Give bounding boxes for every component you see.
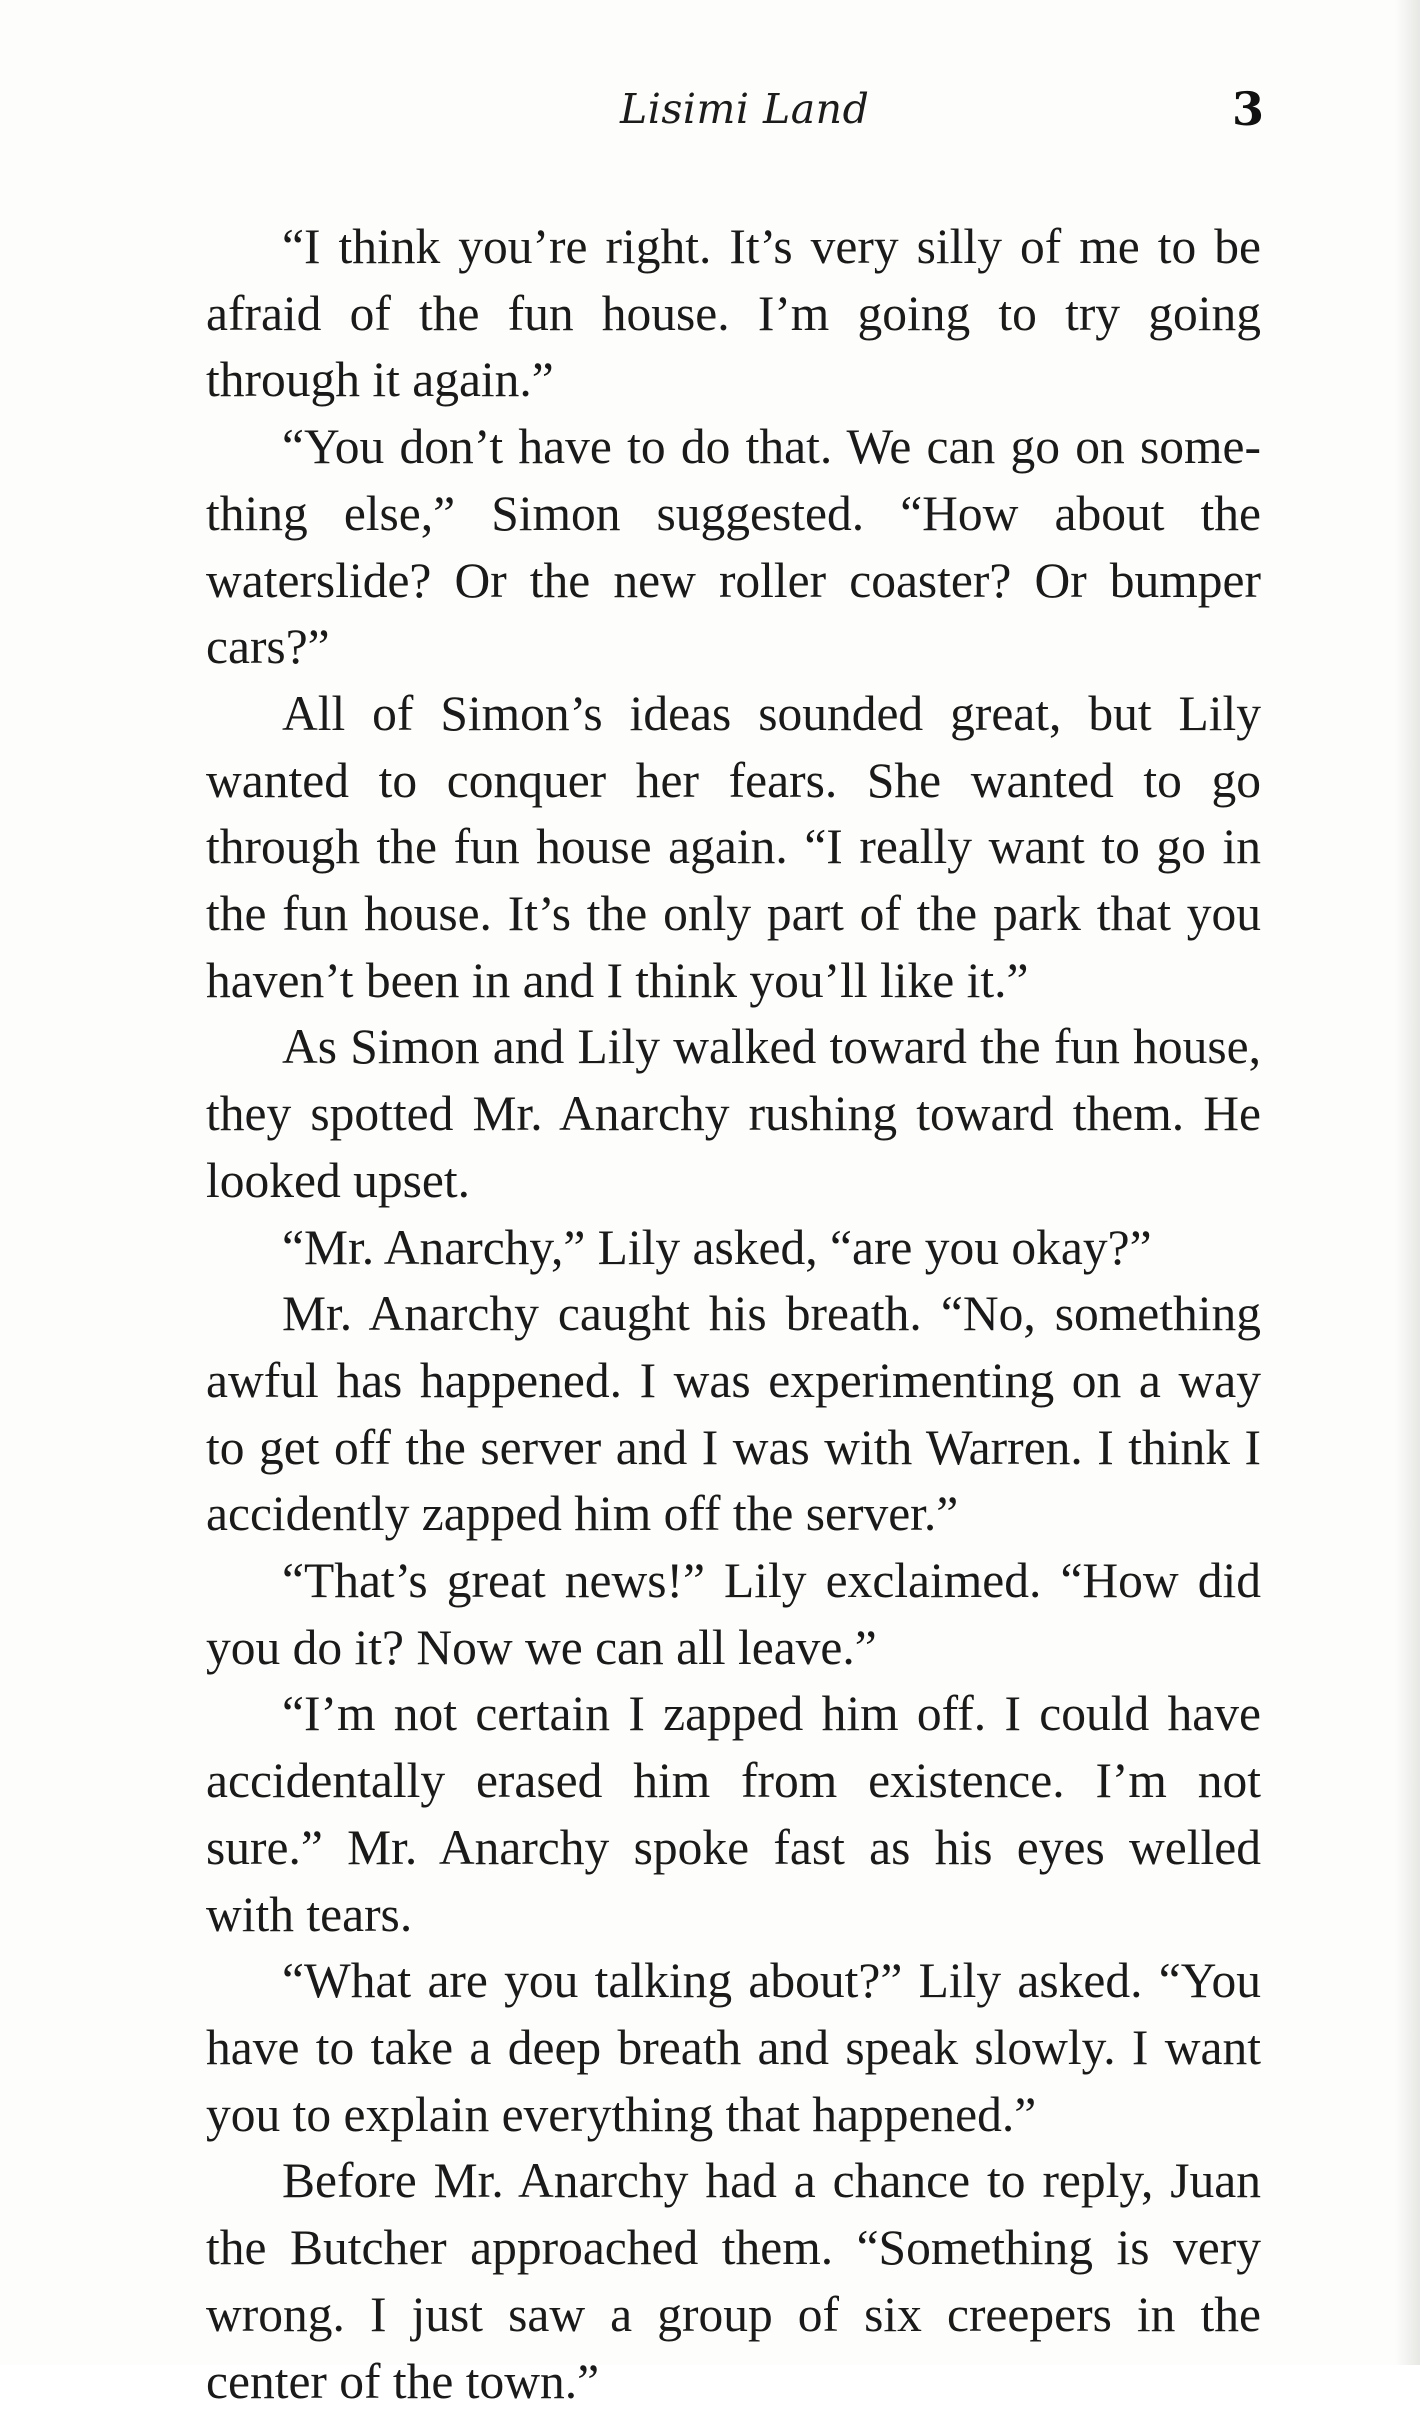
paragraph: “I think you’re right. It’s very silly of me to be afraid of the fun house. I’m going to try going through it again.” — [206, 219, 1261, 408]
paragraph: “That’s great news!” Lily exclaimed. “How did you do it? Now we can all leave.” — [206, 1553, 1261, 1675]
scan-edge-shadow — [1395, 0, 1420, 2365]
paragraph: “You don’t have to do that. We can go on something else,” Simon suggested. “How about the waterslide? Or the new roller coaster? Or bumper cars?” — [206, 419, 1261, 675]
paragraph: “I’m not certain I zapped him off. I could have accidentally erased him from existence. I’m not sure.” Mr. Anarchy spoke fast as his eyes welled with tears. — [206, 1686, 1261, 1942]
paragraph: Before Mr. Anarchy had a chance to reply, Juan the Butcher approached them. “Something is very wrong. I just saw a group of six creepers in the center of the town.” — [206, 2153, 1261, 2409]
body-text — [206, 214, 1261, 2415]
paragraph: All of Simon’s ideas sounded great, but Lily wanted to conquer her fears. She wanted to go through the fun house again. “I really want to go in the fun house. It’s the only part of the park that you haven’t been in and I think you’ll like it.” — [206, 685, 1261, 1008]
page-number: 3 — [1232, 82, 1265, 136]
paragraph: Mr. Anarchy caught his breath. “No, something awful has happened. I was experimenting on a way to get off the server and I was with Warren. I think I accidently zapped him off the server.” — [206, 1286, 1261, 1542]
paragraph: “Mr. Anarchy,” Lily asked, “are you okay?” — [282, 1219, 1152, 1275]
running-head-title: Lisimi Land — [620, 85, 870, 133]
paragraph: “What are you talking about?” Lily asked. “You have to take a deep breath and speak slowly. I want you to explain everything that happened.” — [206, 1953, 1261, 2142]
paragraph: As Simon and Lily walked toward the fun house, they spotted Mr. Anarchy rushing toward them. He looked upset. — [206, 1019, 1261, 1208]
